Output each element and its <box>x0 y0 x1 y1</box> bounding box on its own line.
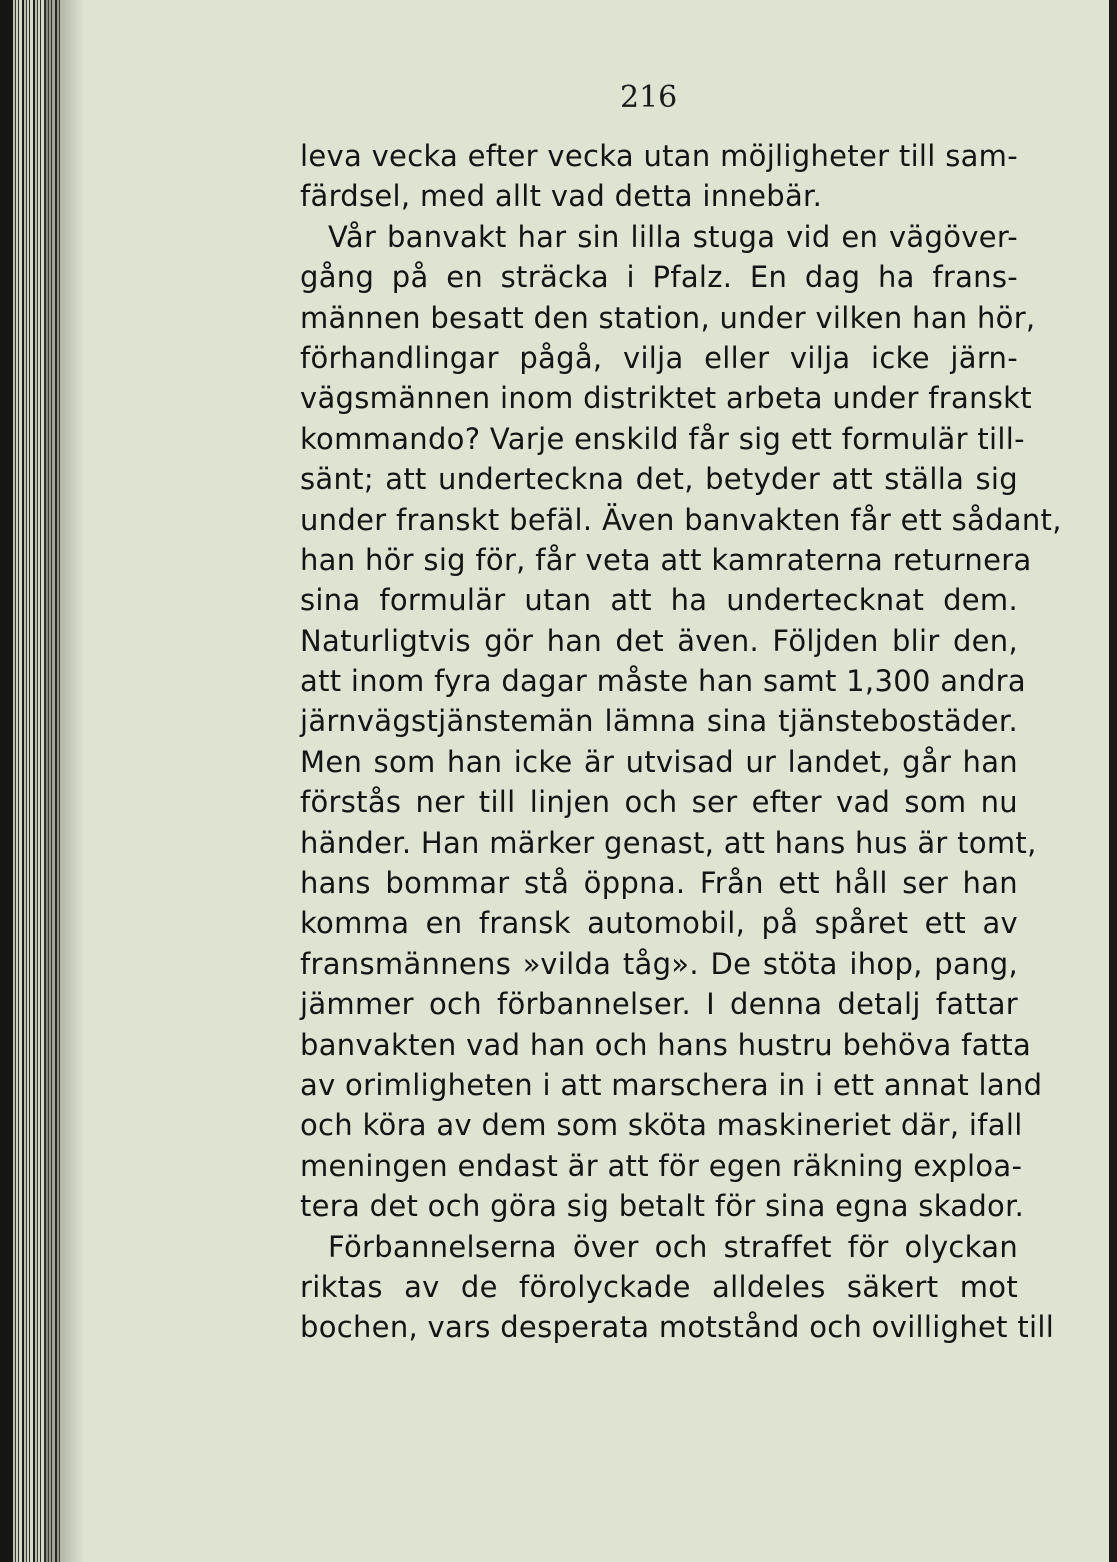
text-line: förhandlingar pågå, vilja eller vilja icke järn- <box>300 340 1018 375</box>
text-line: sina formulär utan att ha undertecknat dem. <box>300 583 1018 618</box>
text-line: vägsmännen inom distriktet arbeta under franskt <box>300 381 1032 416</box>
text-line: gång på en sträcka i Pfalz. En dag ha frans- <box>300 260 1018 295</box>
text-line: och köra av dem som sköta maskineriet där, ifall <box>300 1108 1023 1143</box>
text-line: järnvägstjänstemän lämna sina tjänstebostäder. <box>300 704 1018 739</box>
text-line: riktas av de förolyckade alldeles säkert mot <box>300 1269 1018 1304</box>
text-line: fransmännens »vilda tåg». De stöta ihop, pang, <box>300 946 1018 981</box>
right-border <box>1109 0 1117 1562</box>
text-line: Naturligtvis gör han det även. Följden blir den, <box>300 623 1018 658</box>
page-shadow <box>44 0 84 1562</box>
text-line: händer. Han märker genast, att hans hus är tomt, <box>300 825 1037 860</box>
text-line: Men som han icke är utvisad ur landet, går han <box>300 744 1018 779</box>
page-number: 216 <box>620 80 678 115</box>
text-line: banvakten vad han och hans hustru behöva fatta <box>300 1027 1032 1062</box>
text-line: komma en fransk automobil, på spåret ett av <box>300 906 1018 941</box>
text-line: sänt; att underteckna det, betyder att ställa sig <box>300 462 1018 497</box>
text-line: leva vecka efter vecka utan möjligheter till sam- <box>300 139 1018 173</box>
text-line: Förbannelserna över och straffet för olyckan <box>328 1229 1018 1264</box>
binding-gutter <box>0 0 12 1562</box>
text-line: jämmer och förbannelser. I denna detalj fattar <box>300 987 1018 1022</box>
text-line: meningen endast är att för egen räkning exploa- <box>300 1148 1023 1183</box>
text-line: tera det och göra sig betalt för sina egna skador. <box>300 1189 1025 1224</box>
text-line: kommando? Varje enskild får sig ett formulär till- <box>300 421 1025 456</box>
text-line: under franskt befäl. Även banvakten får ett sådant, <box>300 502 1062 537</box>
text-line: att inom fyra dagar måste han samt 1,300 andra <box>300 664 1026 699</box>
text-line: förstås ner till linjen och ser efter vad som nu <box>300 785 1018 820</box>
text-line: Vår banvakt har sin lilla stuga vid en vägöver- <box>328 219 1018 254</box>
text-line: hans bommar stå öppna. Från ett håll ser han <box>300 866 1018 901</box>
text-line: färdsel, med allt vad detta innebär. <box>300 179 823 214</box>
text-line: männen besatt den station, under vilken han hör, <box>300 300 1036 335</box>
text-line: han hör sig för, får veta att kamraterna returnera <box>300 542 1032 577</box>
body-text <box>300 136 1062 1348</box>
text-line: bochen, vars desperata motstånd och ovillighet till <box>300 1310 1055 1345</box>
text-line: av orimligheten i att marschera in i ett annat land <box>300 1067 1043 1102</box>
